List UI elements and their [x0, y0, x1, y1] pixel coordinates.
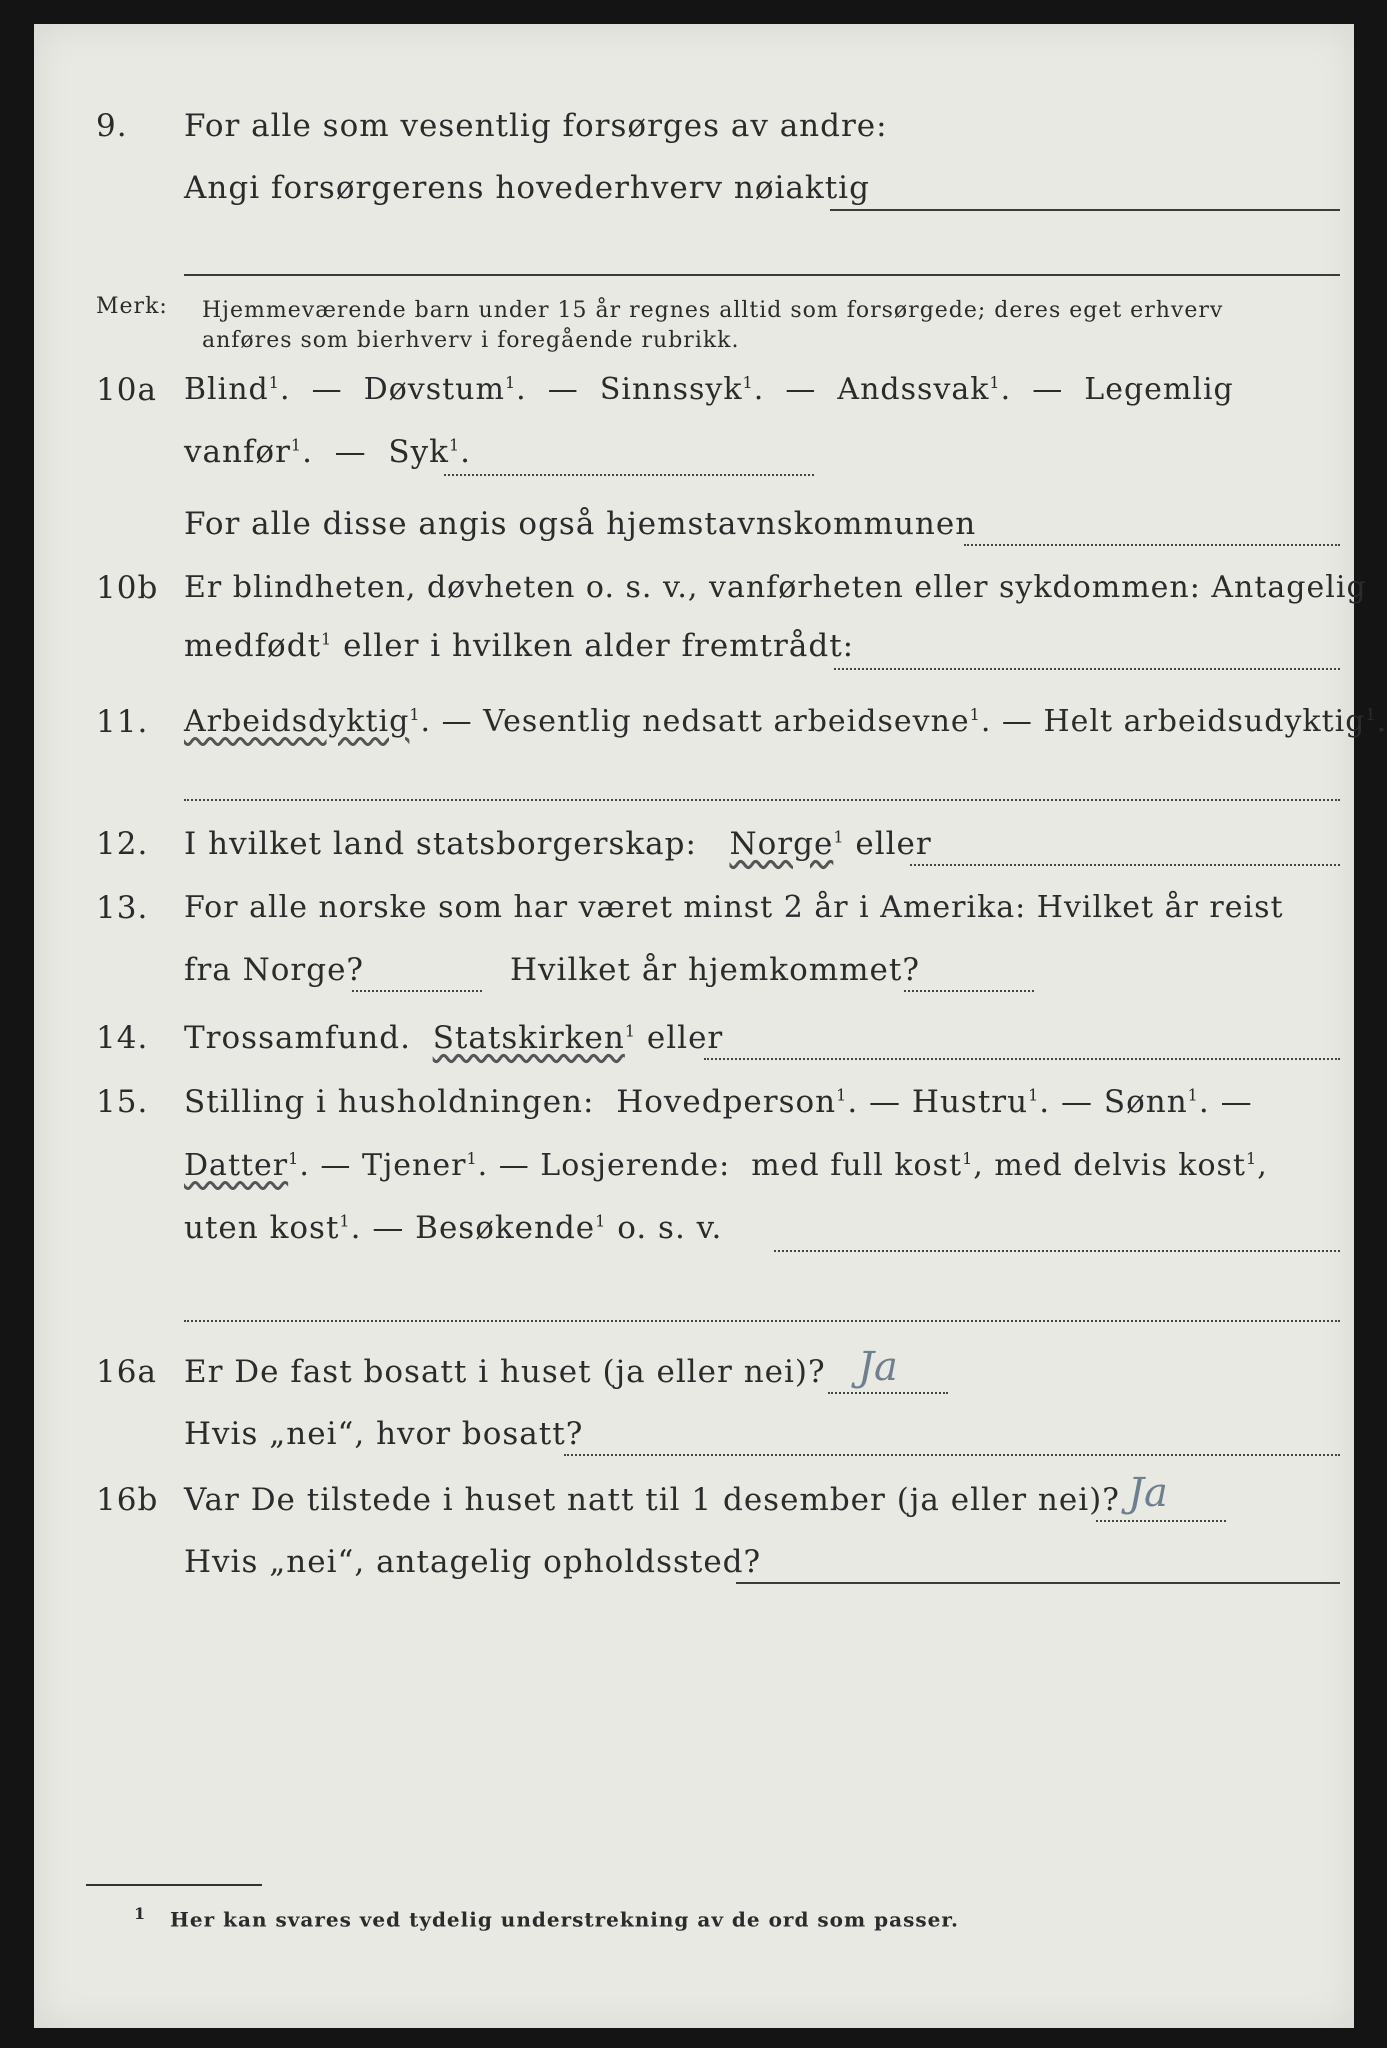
option-uten-kost[interactable]: uten kost: [184, 1210, 340, 1246]
q13-line1: For alle norske som har været minst 2 år i Amerika: Hvilket år reist: [184, 890, 1284, 925]
q15-number: 15.: [96, 1084, 149, 1120]
option-sonn[interactable]: Sønn: [1103, 1084, 1188, 1120]
q16a-answer-line[interactable]: [828, 1392, 948, 1394]
q16a-handwritten-answer: Ja: [858, 1344, 898, 1390]
q13-number: 13.: [96, 890, 149, 926]
q10b-line1: Er blindheten, døvheten o. s. v., vanførheten eller sykdommen: Antagelig: [184, 570, 1367, 605]
q15-line1: Stilling i husholdningen: Hovedperson$^1$. — Hustru$^1$. — Sønn$^1$. —: [184, 1084, 1253, 1120]
option-statskirken[interactable]: Statskirken: [432, 1020, 625, 1056]
q11-answer-line[interactable]: [184, 799, 1340, 801]
census-form-page: [34, 24, 1387, 2028]
option-tjener[interactable]: Tjener: [361, 1148, 467, 1183]
q14-answer-line[interactable]: [704, 1058, 1340, 1060]
q14-number: 14.: [96, 1020, 149, 1056]
q11-number: 11.: [96, 704, 149, 740]
option-medfodt[interactable]: medfødt: [184, 628, 322, 664]
q16b-answer-line[interactable]: [1096, 1520, 1226, 1522]
q12-line: I hvilket land statsborgerskap: Norge$^1$ eller: [184, 826, 932, 862]
option-udyktig[interactable]: Helt arbeidsudyktig: [1043, 704, 1366, 739]
q15-line3: uten kost$^1$. — Besøkende$^1$ o. s. v.: [184, 1210, 723, 1246]
q16a-number: 16a: [96, 1354, 157, 1390]
q10a-syk-line[interactable]: [444, 474, 814, 476]
option-dovstum[interactable]: Døvstum: [363, 372, 505, 407]
q9-answer-line[interactable]: [830, 209, 1340, 211]
q10a-line2: vanfør$^1$. — Syk$^1$.: [184, 434, 471, 470]
option-blind[interactable]: Blind: [184, 372, 269, 407]
option-hovedperson[interactable]: Hovedperson: [616, 1084, 837, 1120]
q9-line2: Angi forsørgerens hovederhverv nøiaktig: [184, 170, 870, 206]
q10a-line1: Blind$^1$. — Døvstum$^1$. — Sinnssyk$^1$. — Andssvak$^1$. — Legemlig: [184, 372, 1234, 407]
q12-answer-line[interactable]: [910, 864, 1340, 866]
q16b-line2: Hvis „nei“, antagelig opholdssted?: [184, 1544, 762, 1580]
q9-number: 9.: [96, 108, 128, 144]
q12-number: 12.: [96, 826, 149, 862]
option-hustru[interactable]: Hustru: [911, 1084, 1029, 1120]
footnote: $^1$ Her kan svares ved tydelig understrekning av de ord som passer.: [134, 1904, 959, 1932]
q10a-hjemstavn-line[interactable]: [964, 544, 1340, 546]
q15-line2: Datter$^1$. — Tjener$^1$. — Losjerende: med full kost$^1$, med delvis kost$^1$,: [184, 1148, 1268, 1183]
q13-line2-b: Hvilket år hjemkommet?: [510, 952, 920, 988]
q16b-line1: Var De tilstede i huset natt til 1 desember (ja eller nei)?: [184, 1482, 1120, 1518]
q10a-line3: For alle disse angis også hjemstavnskommunen: [184, 506, 977, 542]
q15-answer-line-2[interactable]: [184, 1320, 1340, 1322]
q16a-line1: Er De fast bosatt i huset (ja eller nei)?: [184, 1354, 826, 1390]
option-andssvak[interactable]: Andssvak: [837, 372, 990, 407]
q16b-number: 16b: [96, 1482, 159, 1518]
q13-hjem-line[interactable]: [904, 990, 1034, 992]
option-sinnssyk[interactable]: Sinnssyk: [599, 372, 743, 407]
option-delvis-kost[interactable]: med delvis kost: [994, 1148, 1246, 1183]
q9-answer-line-2[interactable]: [184, 274, 1340, 276]
q16b-handwritten-answer: Ja: [1128, 1470, 1168, 1516]
q13-line2: fra Norge?: [184, 952, 365, 988]
q10b-answer-line[interactable]: [834, 668, 1340, 670]
q10b-number: 10b: [96, 570, 159, 606]
q15-answer-line[interactable]: [774, 1250, 1340, 1252]
merk-label: Merk:: [96, 294, 168, 319]
q16b-opholdssted-line[interactable]: [736, 1582, 1340, 1584]
footnote-rule: [86, 1884, 262, 1886]
option-arbeidsdyktig[interactable]: Arbeidsdyktig: [184, 704, 410, 739]
option-nedsatt[interactable]: Vesentlig nedsatt arbeidsevne: [483, 704, 970, 739]
option-full-kost[interactable]: med full kost: [751, 1148, 963, 1183]
q13-reist-line[interactable]: [352, 990, 482, 992]
q9-line1: For alle som vesentlig forsørges av andre:: [184, 108, 888, 144]
option-vanfor[interactable]: vanfør: [184, 434, 291, 470]
merk-line1: Hjemmeværende barn under 15 år regnes alltid som forsørgede; deres eget erhverv: [202, 298, 1224, 323]
merk-line2: anføres som bierhverv i foregående rubrikk.: [202, 328, 740, 353]
q14-line: Trossamfund. Statskirken$^1$ eller: [184, 1020, 724, 1056]
option-legemlig[interactable]: Legemlig: [1084, 372, 1234, 407]
q10a-number: 10a: [96, 372, 157, 408]
option-syk[interactable]: Syk: [388, 434, 449, 470]
option-besokende[interactable]: Besøkende: [415, 1210, 596, 1246]
option-norge[interactable]: Norge: [729, 826, 834, 862]
q10b-line2: medfødt$^1$ eller i hvilken alder fremtrådt:: [184, 628, 855, 664]
q16a-line2: Hvis „nei“, hvor bosatt?: [184, 1416, 584, 1452]
option-datter[interactable]: Datter: [184, 1148, 289, 1183]
q16a-bosatt-line[interactable]: [564, 1454, 1340, 1456]
q11-line: Arbeidsdyktig$^1$. — Vesentlig nedsatt arbeidsevne$^1$. — Helt arbeidsudyktig$^1$.: [184, 704, 1387, 739]
